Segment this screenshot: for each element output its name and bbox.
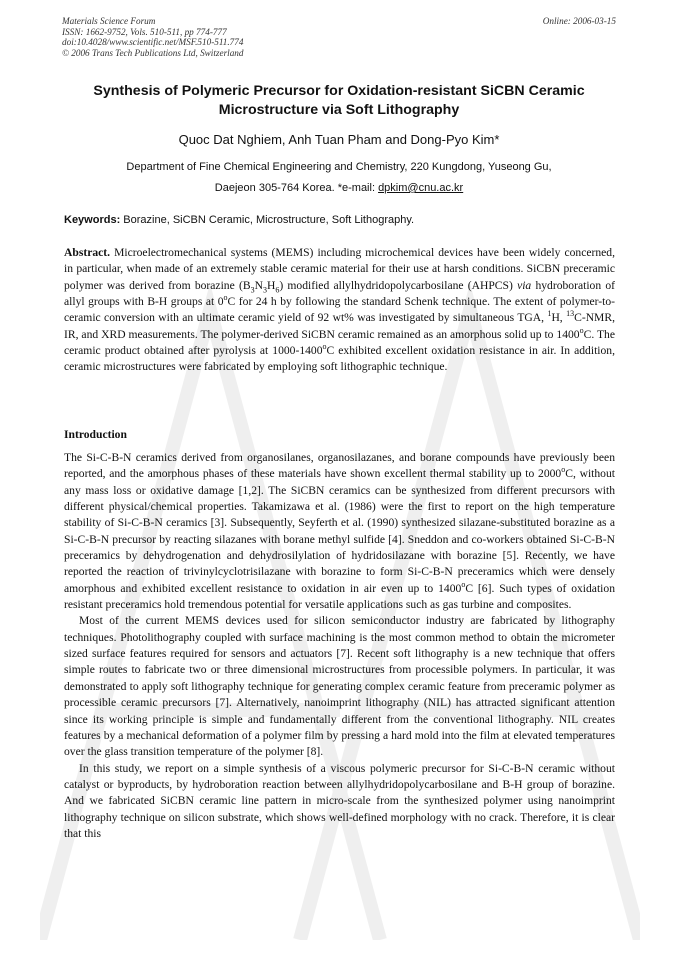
title-line-1: Synthesis of Polymeric Precursor for Oxidation-resistant SiCBN Ceramic — [93, 83, 585, 99]
intro-text: C, without any mass loss or oxidative damage [1,2]. The SiCBN ceramics can be synthesized from different precursors with different physical/chemical properties. Takamizawa et al. (1986) were the first to report on the high temperature stability of Si-C-B-N ceramics [3]. Subsequently, Seyferth et al. (1990) synthesized silazane-substituted borazine as a Si-C-B-N precursor by reacting silazanes with borane methyl sulfide [4]. Sneddon and co-workers obtained Si-C-B-N preceramics by dehydrogenation and dehydrosilylation of hydridosilazane with borazine [5]. Recently, we have reported the reaction of trivinylcyclotrisilazane with borazine to form Si-C-B-N preceramics which were densely amorphous and exhibited excellent resistance to oxidation in air even up to 1400 — [64, 467, 615, 595]
italic-via: via — [517, 278, 532, 292]
issn: ISSN: 1662-9752, Vols. 510-511, pp 774-777 — [62, 26, 227, 37]
abstract-text: H — [266, 278, 276, 292]
copyright: © 2006 Trans Tech Publications Ltd, Switzerland — [62, 47, 244, 58]
email-link[interactable]: dpkim@cnu.ac.kr — [378, 182, 464, 194]
superscript: o — [561, 465, 566, 475]
abstract-text: C-NMR, IR, and XRD measurements. The polymer-derived SiCBN ceramic remained as an amorphous solid up to 1400 — [64, 311, 616, 341]
doi: doi:10.4028/www.scientific.net/MSF.510-511.774 — [62, 37, 244, 47]
journal-name: Materials Science Forum — [62, 16, 156, 26]
abstract — [64, 245, 615, 376]
intro-text: C [6]. Such types of oxidation resistant preceramics hold tremendous potential for versatile applications such as gas turbine and composites. — [64, 581, 615, 612]
intro-paragraph-1 — [64, 450, 615, 613]
abstract-label: Abstract. — [64, 246, 111, 259]
abstract-text: H, — [551, 311, 567, 325]
superscript: o — [461, 579, 466, 589]
abstract-text: hydroboration of allyl groups with B-H groups at 0 — [64, 278, 616, 309]
intro-paragraph-2: Most of the current MEMS devices used for silicon semiconductor industry are fabricated by lithography techniques. Photolithography coupled with surface machining is the most common method to obtain the micrometer sized surface features required for sensors and actuators [7]. Recent soft lithography is a new technique that offers simple routes to fabricate two or three dimensional microstructures from processible polymers. In particular, it was demonstrated to apply soft lithography technique for generating complex ceramic feature from preceramic polymer as processible ceramic precursors [7]. Alternatively, nanoimprint lithography (NIL) has attracted significant attention since its working principle is simple and fundamentally different from the conventional lithography. NIL creates features by a mechanical deformation of a polymer film by pressing a hard mold into the film at elevated temperatures over the glass transition temperature of the polymer [8]. — [64, 614, 615, 759]
authors: Quoc Dat Nghiem, Anh Tuan Pham and Dong-Pyo Kim* — [178, 132, 500, 147]
superscript: o — [322, 342, 327, 352]
keywords-list: Borazine, SiCBN Ceramic, Microstructure, Soft Lithography. — [120, 214, 415, 226]
abstract-text: C exhibited excellent oxidation resistance in air. In addition, ceramic microstructures were fabricated by employing soft lithographic technique. — [64, 344, 616, 374]
abstract-text: C. The ceramic product obtained after pyrolysis at 1000-1400 — [64, 327, 615, 358]
intro-paragraph-3: In this study, we report on a simple synthesis of a viscous polymeric precursor for Si-C-B-N ceramic without catalyst or byproducts, by hydroboration reaction between allylhydridopolycarbosilane and B-H group of borazine. And we fabricated SiCBN ceramic line pattern in micro-scale from the synthesized polymer using nanoimprint lithography technique on silicon substrate, which shows well-defined morphology with no crack. Therefore, it is clear that this — [64, 761, 615, 840]
introduction-body — [64, 450, 615, 842]
intro-text: The Si-C-B-N ceramics derived from organosilanes, organosilazanes, and borane compounds have previously been reported, and the amorphous phases of these materials have shown excellent thermal stability up to 2000 — [64, 451, 615, 481]
affiliation-line-2 — [60, 178, 618, 199]
keywords-label: Keywords: — [64, 214, 121, 226]
superscript: 13 — [566, 309, 575, 319]
paper-title — [60, 82, 618, 120]
page-header — [62, 16, 616, 58]
keywords — [64, 214, 616, 226]
section-heading-introduction: Introduction — [64, 428, 127, 441]
online-date: Online: 2006-03-15 — [542, 16, 616, 26]
superscript: o — [579, 325, 584, 335]
subscript: 3 — [262, 285, 267, 294]
superscript: o — [223, 293, 228, 303]
superscript: 1 — [547, 309, 552, 319]
subscript: 6 — [275, 285, 280, 294]
affiliation — [60, 157, 618, 199]
affiliation-address: Daejeon 305-764 Korea. *e-mail: — [214, 182, 379, 194]
abstract-text: ) modified allylhydridopolycarbosilane (AHPCS) — [279, 278, 518, 292]
abstract-text: N — [254, 278, 263, 292]
affiliation-line-1: Department of Fine Chemical Engineering and Chemistry, 220 Kungdong, Yuseong Gu, — [126, 161, 552, 173]
title-line-2: Microstructure via Soft Lithography — [218, 102, 460, 118]
subscript: 3 — [250, 285, 255, 294]
abstract-text: Microelectromechanical systems (MEMS) including microchemical devices have been widely concerned, in particular, when made of an extremely stable ceramic material for their use at harsh conditions. SiCBN preceramic polymer was derived from borazine (B — [64, 246, 615, 292]
abstract-text: C for 24 h by following the standard Schenk technique. The extent of polymer-to-ceramic conversion with an ultimate ceramic yield of 92 wt% was investigated by simultaneous TGA, — [64, 295, 616, 325]
